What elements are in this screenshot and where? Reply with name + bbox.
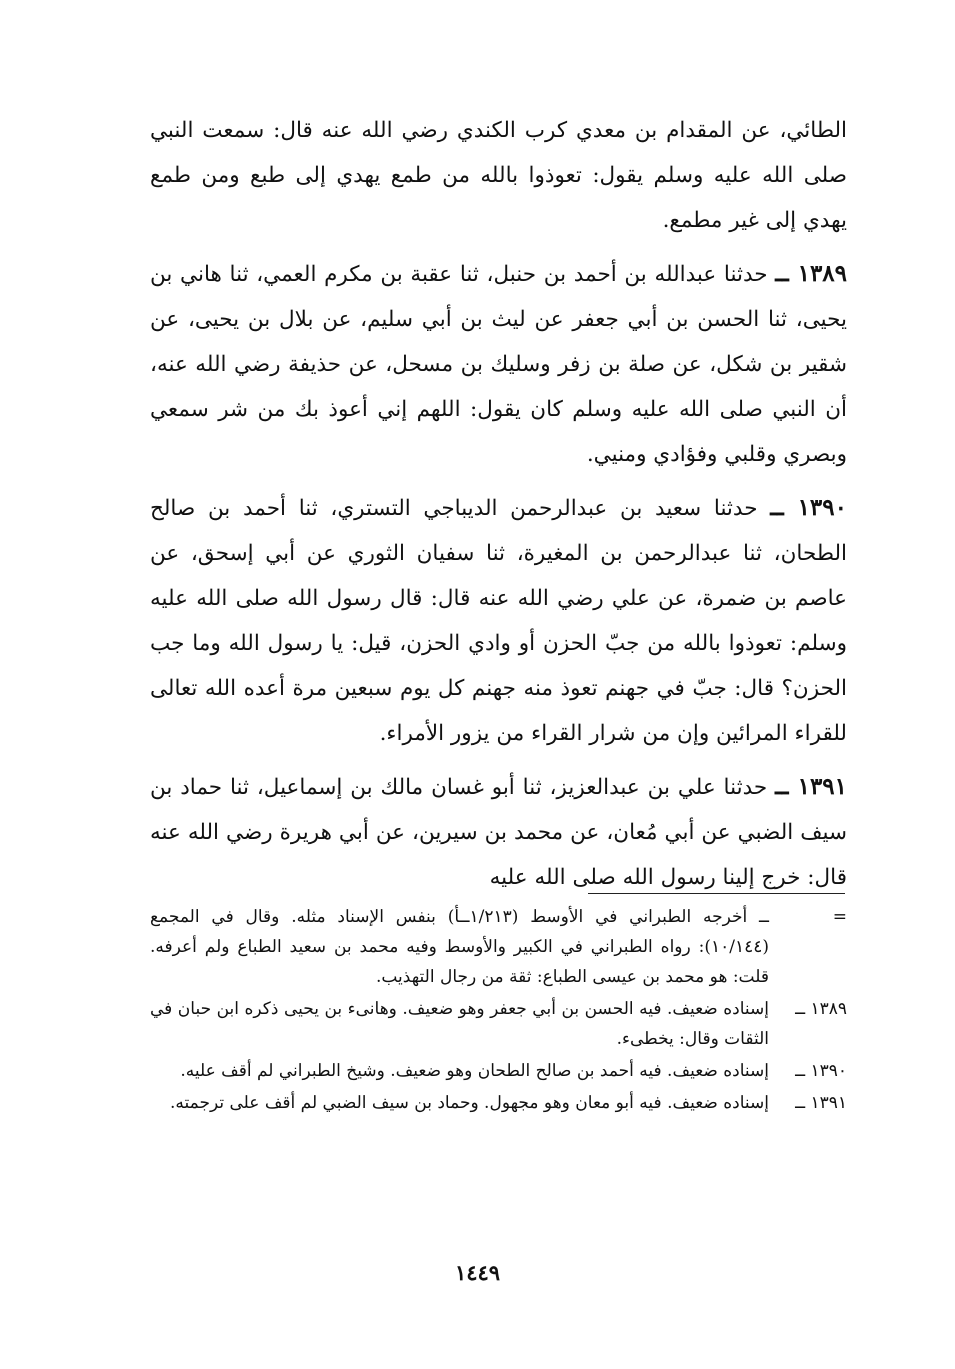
footnote-item [150, 902, 847, 992]
footnote-text: إسناده ضعيف. فيه أبو معان وهو مجهول. وحماد بن سيف الضبي لم أقف على ترجمته. [169, 1093, 769, 1113]
footnote-key: = [832, 907, 847, 927]
footnote-key: ١٣٩٠ ــ [795, 1061, 847, 1081]
hadith-1389 [150, 251, 847, 477]
hadith-number: ١٣٩٠ ــ [770, 494, 847, 521]
footnote-text: ــ أخرجه الطبراني في الأوسط (١/٢١٣ــأ) بنفس الإسناد مثله. وقال في المجمع (١٠/١٤٤): رواه الطبراني في الكبير والأوسط وفيه محمد بن سعيد الطباع ولم أعرفه. قلت: هو محمد بن عيسى الطباع: ثقة من رجال التهذيب. [150, 907, 770, 987]
footnote-item [150, 1088, 847, 1118]
hadith-text: حدثنا علي بن عبدالعزيز، ثنا أبو غسان مالك بن إسماعيل، ثنا حماد بن سيف الضبي عن أبي مُعان، عن محمد بن سيرين، عن أبي هريرة رضي الله عنه قال: خرج إلينا رسول الله صلى الله عليه [150, 775, 847, 890]
paragraph-continuation [150, 108, 847, 243]
hadith-number: ١٣٨٩ ــ [775, 260, 848, 287]
footnote-divider [588, 893, 845, 894]
hadith-text: حدثنا سعيد بن عبدالرحمن الديباجي التستري، ثنا أحمد بن صالح الطحان، ثنا عبدالرحمن بن المغيرة، ثنا سفيان الثوري عن أبي إسحق، عن عاصم بن ضمرة، عن علي رضي الله عنه قال: قال رسول الله صلى الله عليه وسلم: تعوذوا بالله من جبّ الحزن أو وادي الحزن، قيل: يا رسول الله وما جب الحزن؟ قال: جبّ في جهنم تعوذ منه جهنم كل يوم سبعين مرة أعده الله تعالى للقراء المرائين وإن من شرار القراء من يزور الأمراء. [150, 496, 847, 746]
paragraph-text: الطائي، عن المقدام بن معدي كرب الكندي رضي الله عنه قال: سمعت النبي صلى الله عليه وسلم يقول: تعوذوا بالله من طمع يهدي إلى طبع ومن طمع يهدي إلى غير مطمع. [150, 118, 847, 233]
page-number: ١٤٤٩ [454, 1260, 501, 1285]
hadith-1390 [150, 485, 847, 756]
main-text [150, 108, 847, 908]
hadith-text: حدثنا عبدالله بن أحمد بن حنبل، ثنا عقبة بن مكرم العمي، ثنا هاني بن يحيى، ثنا الحسن بن أبي جعفر عن ليث بن أبي سليم، عن بلال بن يحيى، عن شقير بن شكل، عن صلة بن زفر وسليك بن مسحل، عن حذيفة رضي الله عنه، أن النبي صلى الله عليه وسلم كان يقول: اللهم إني أعوذ بك من شر سمعي وبصري وقلبي وفؤادي ومنيي. [150, 262, 847, 467]
hadith-number: ١٣٩١ ــ [775, 773, 848, 800]
footnote-item [150, 994, 847, 1054]
footnotes [150, 902, 847, 1120]
footnote-key: ١٣٩١ ــ [795, 1093, 847, 1113]
footnote-text: إسناده ضعيف. فيه أحمد بن صالح الطحان وهو ضعيف. وشيخ الطبراني لم أقف عليه. [180, 1061, 769, 1081]
footnote-item [150, 1056, 847, 1086]
footnote-text: إسناده ضعيف. فيه الحسن بن أبي جعفر وهو ضعيف. وهانىء بن يحيى ذكره ابن حبان في الثقات وقال: يخطىء. [150, 999, 769, 1049]
hadith-1391 [150, 764, 847, 900]
footnote-key: ١٣٨٩ ــ [795, 999, 847, 1019]
